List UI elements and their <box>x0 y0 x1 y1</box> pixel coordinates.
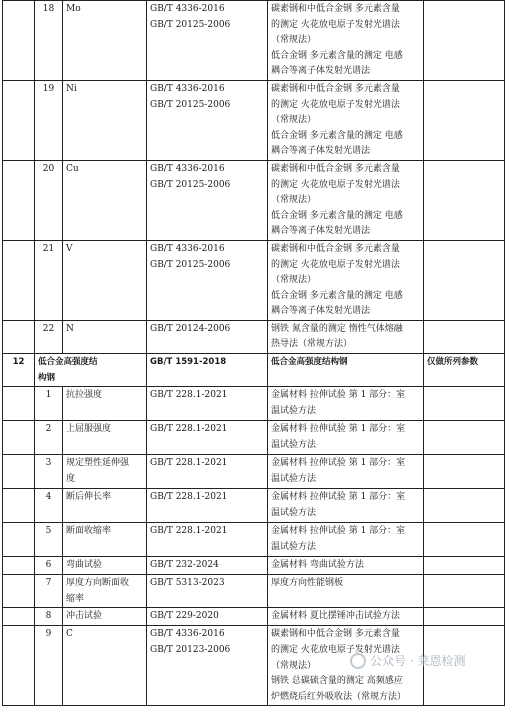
row-index-line: 5 <box>45 526 52 537</box>
table-row <box>3 320 505 353</box>
param-name <box>63 240 147 320</box>
standard-codes-line: GB/T 228.1-2021 <box>150 458 228 469</box>
method-name <box>268 320 424 353</box>
param-name <box>63 320 147 353</box>
row-index <box>35 523 63 557</box>
standard-codes-line: GB/T 20125-2006 <box>150 99 231 110</box>
row-index-line: 7 <box>45 578 52 589</box>
standard-codes-line: GB/T 4336-2016 <box>150 4 225 14</box>
param-name-line: Mo <box>66 4 81 14</box>
table-row <box>3 240 505 320</box>
standard-codes <box>147 626 268 706</box>
param-name-line: Ni <box>66 83 77 94</box>
row-index <box>35 489 63 523</box>
method-name <box>268 80 424 160</box>
method-name-line: 热导法（常规方法） <box>271 339 353 350</box>
param-name-line: 弯曲试验 <box>66 560 103 571</box>
method-name-line: 金属材料 拉伸试验 第 1 部分：室 <box>271 458 406 469</box>
param-name <box>63 421 147 455</box>
param-name-line: 度 <box>66 473 76 484</box>
param-name-line: 断后伸长率 <box>66 492 112 503</box>
method-name-line: 碳素钢和中低合金钢 多元素含量 <box>271 83 400 94</box>
standard-codes <box>147 523 268 557</box>
method-name-line: 金属材料 拉伸试验 第 1 部分：室 <box>271 492 406 503</box>
param-name-line: C <box>66 629 73 640</box>
param-name <box>63 523 147 557</box>
method-name-line: 的测定 火花放电原子发射光谱法 <box>271 99 400 110</box>
method-name-line: 的测定 火花放电原子发射光谱法 <box>271 19 400 30</box>
table-row <box>3 489 505 523</box>
table-row <box>3 575 505 608</box>
param-name <box>63 489 147 523</box>
note-cell <box>424 608 505 626</box>
row-index <box>35 80 63 160</box>
method-name <box>268 387 424 421</box>
note-cell <box>424 523 505 557</box>
method-name-line: （常规法） <box>271 275 317 286</box>
param-name <box>63 557 147 575</box>
method-name-line: 碳素钢和中低合金钢 多元素含量 <box>271 629 400 640</box>
note-cell <box>424 489 505 523</box>
method-name-line: 温试验方法 <box>271 405 317 416</box>
note-cell <box>424 575 505 608</box>
method-name-line: （常规法） <box>271 195 317 206</box>
standard-codes <box>147 240 268 320</box>
param-name-line: 缩率 <box>66 593 85 604</box>
group-number-line: 12 <box>12 357 25 368</box>
method-name-line: 温试验方法 <box>271 541 317 552</box>
method-name-line: 耦合等离子体发射光谱法 <box>271 226 371 237</box>
method-name-line: 金属材料 拉伸试验 第 1 部分：室 <box>271 526 406 537</box>
table-row <box>3 523 505 557</box>
row-index-line: 3 <box>45 458 52 469</box>
param-name <box>63 575 147 608</box>
note-cell <box>424 240 505 320</box>
table-row <box>3 421 505 455</box>
method-name-line: 的测定 火花放电原子发射光谱法 <box>271 179 400 190</box>
param-name <box>63 387 147 421</box>
table-row <box>3 608 505 626</box>
group-no-cell <box>3 575 35 608</box>
standard-codes <box>147 320 268 353</box>
group-no-cell <box>3 455 35 489</box>
method-name-line: 金属材料 拉伸试验 第 1 部分：室 <box>271 424 406 435</box>
param-name <box>63 160 147 240</box>
table-row <box>3 557 505 575</box>
standard-codes-line: GB/T 20125-2006 <box>150 19 231 30</box>
method-name-line: 碳素钢和中低合金钢 多元素含量 <box>271 163 400 174</box>
standard-codes-line: GB/T 20123-2006 <box>150 645 231 656</box>
param-name-line: 厚度方向断面收 <box>66 578 130 589</box>
row-index <box>35 575 63 608</box>
method-name-line: 碳素钢和中低合金钢 多元素含量 <box>271 243 400 254</box>
group-no-cell <box>3 523 35 557</box>
watermark <box>350 652 465 669</box>
standard-codes-line: GB/T 20124-2006 <box>150 323 231 334</box>
method-name-line: 钢铁 总碳硫含量的测定 高频感应 <box>271 676 403 687</box>
method-name <box>268 523 424 557</box>
param-name-line: 断面收缩率 <box>66 526 112 537</box>
group-no-cell <box>3 489 35 523</box>
method-name-line: 金属材料 拉伸试验 第 1 部分：室 <box>271 390 406 401</box>
group-product-name-2 <box>268 354 424 387</box>
note-cell <box>424 421 505 455</box>
standard-codes <box>147 160 268 240</box>
row-index <box>35 387 63 421</box>
standards-table <box>2 0 505 706</box>
group-product-name-2-line: 低合金高强度结构钢 <box>271 357 348 368</box>
row-index <box>35 320 63 353</box>
standard-codes <box>147 489 268 523</box>
row-index-line: 22 <box>42 323 55 334</box>
method-name-line: 金属材料 弯曲试验方法 <box>271 560 364 571</box>
row-index-line: 19 <box>42 83 55 94</box>
param-name <box>63 608 147 626</box>
standard-codes <box>147 557 268 575</box>
standard-codes-line: GB/T 20125-2006 <box>150 259 231 270</box>
group-header-row <box>3 354 505 387</box>
param-name <box>63 1 147 81</box>
group-no-cell <box>3 1 35 81</box>
method-name <box>268 489 424 523</box>
group-note-line: 仅做所列参数 <box>427 357 479 368</box>
row-index <box>35 626 63 706</box>
method-name-line: 炉燃烧后红外吸收法（常规方法） <box>271 691 407 702</box>
table-row <box>3 387 505 421</box>
group-product-name <box>35 354 147 387</box>
standard-codes-line: GB/T 228.1-2021 <box>150 390 228 401</box>
group-number <box>3 354 35 387</box>
method-name <box>268 1 424 81</box>
standard-codes <box>147 1 268 81</box>
method-name-line: 低合金钢 多元素含量的测定 电感 <box>271 290 403 301</box>
method-name-line: （常规法） <box>271 115 317 126</box>
method-name-line: 的测定 火花放电原子发射光谱法 <box>271 259 400 270</box>
method-name-line: 厚度方向性能钢板 <box>271 578 344 589</box>
method-name-line: 温试验方法 <box>271 507 317 518</box>
group-no-cell <box>3 387 35 421</box>
standard-codes-line: GB/T 5313-2023 <box>150 578 225 589</box>
table-row <box>3 1 505 81</box>
standard-codes <box>147 608 268 626</box>
method-name-line: 耦合等离子体发射光谱法 <box>271 66 371 77</box>
standard-codes-line: GB/T 229-2020 <box>150 611 219 622</box>
note-cell <box>424 387 505 421</box>
standard-codes <box>147 421 268 455</box>
method-name <box>268 160 424 240</box>
method-name-line: （常规法） <box>271 35 317 46</box>
row-index-line: 20 <box>42 163 55 174</box>
method-name <box>268 455 424 489</box>
standard-codes <box>147 455 268 489</box>
standard-codes-line: GB/T 228.1-2021 <box>150 492 228 503</box>
method-name <box>268 421 424 455</box>
table-row <box>3 455 505 489</box>
row-index-line: 1 <box>45 390 52 401</box>
standard-codes-line: GB/T 228.1-2021 <box>150 526 228 537</box>
row-index <box>35 455 63 489</box>
param-name-line: 规定塑性延伸强 <box>66 458 130 469</box>
standard-codes-line: GB/T 4336-2016 <box>150 243 225 254</box>
row-index <box>35 240 63 320</box>
note-cell <box>424 1 505 81</box>
method-name <box>268 240 424 320</box>
param-name <box>63 80 147 160</box>
note-cell <box>424 557 505 575</box>
method-name-line: 金属材料 夏比摆锤冲击试验方法 <box>271 611 400 622</box>
row-index-line: 9 <box>45 629 52 640</box>
group-note <box>424 354 505 387</box>
note-cell <box>424 455 505 489</box>
param-name-line: 冲击试验 <box>66 611 103 622</box>
group-no-cell <box>3 240 35 320</box>
table-row <box>3 160 505 240</box>
group-standard <box>147 354 268 387</box>
method-name-line: （常规法） <box>271 660 317 671</box>
group-no-cell <box>3 421 35 455</box>
method-name-line: 温试验方法 <box>271 439 317 450</box>
group-no-cell <box>3 608 35 626</box>
standard-codes <box>147 575 268 608</box>
wechat-logo-icon <box>350 653 366 669</box>
group-no-cell <box>3 160 35 240</box>
group-no-cell <box>3 626 35 706</box>
row-index <box>35 557 63 575</box>
standard-codes <box>147 387 268 421</box>
note-cell <box>424 320 505 353</box>
standard-codes-line: GB/T 4336-2016 <box>150 83 225 94</box>
param-name <box>63 455 147 489</box>
note-cell <box>424 160 505 240</box>
param-name-line: V <box>66 243 73 254</box>
method-name-line: 温试验方法 <box>271 473 317 484</box>
method-name-line: 耦合等离子体发射光谱法 <box>271 306 371 317</box>
row-index <box>35 608 63 626</box>
standard-codes <box>147 80 268 160</box>
method-name-line: 碳素钢和中低合金钢 多元素含量 <box>271 4 400 14</box>
group-standard-line: GB/T 1591-2018 <box>150 357 227 368</box>
standard-codes-line: GB/T 4336-2016 <box>150 629 225 640</box>
group-no-cell <box>3 557 35 575</box>
standard-codes-line: GB/T 20125-2006 <box>150 179 231 190</box>
method-name-line: 耦合等离子体发射光谱法 <box>271 146 371 157</box>
method-name <box>268 557 424 575</box>
row-index-line: 18 <box>42 4 55 14</box>
note-cell <box>424 80 505 160</box>
standard-codes-line: GB/T 4336-2016 <box>150 163 225 174</box>
param-name-line: 上屈服强度 <box>66 424 112 435</box>
watermark-text: 公众号 · 莱恩检测 <box>370 654 466 668</box>
row-index <box>35 1 63 81</box>
method-name <box>268 575 424 608</box>
method-name-line: 低合金钢 多元素含量的测定 电感 <box>271 50 403 61</box>
param-name-line: Cu <box>66 163 79 174</box>
method-name-line: 的测定 火花放电原子发射光谱法 <box>271 645 400 656</box>
method-name-line: 低合金钢 多元素含量的测定 电感 <box>271 210 403 221</box>
row-index-line: 4 <box>45 492 52 503</box>
param-name-line: N <box>66 323 74 334</box>
standard-codes-line: GB/T 228.1-2021 <box>150 424 228 435</box>
row-index <box>35 160 63 240</box>
group-no-cell <box>3 80 35 160</box>
method-name <box>268 608 424 626</box>
row-index-line: 21 <box>42 243 55 254</box>
param-name <box>63 626 147 706</box>
method-name-line: 钢铁 氮含量的测定 惰性气体熔融 <box>271 323 403 334</box>
group-product-name-line: 低合金高强度结 <box>38 357 98 368</box>
method-name-line: 低合金钢 多元素含量的测定 电感 <box>271 130 403 141</box>
standard-codes-line: GB/T 232-2024 <box>150 560 219 571</box>
row-index <box>35 421 63 455</box>
param-name-line: 抗拉强度 <box>66 390 103 401</box>
row-index-line: 6 <box>45 560 52 571</box>
row-index-line: 2 <box>45 424 52 435</box>
group-product-name-line: 构钢 <box>38 372 56 383</box>
table-row <box>3 80 505 160</box>
group-no-cell <box>3 320 35 353</box>
row-index-line: 8 <box>45 611 52 622</box>
